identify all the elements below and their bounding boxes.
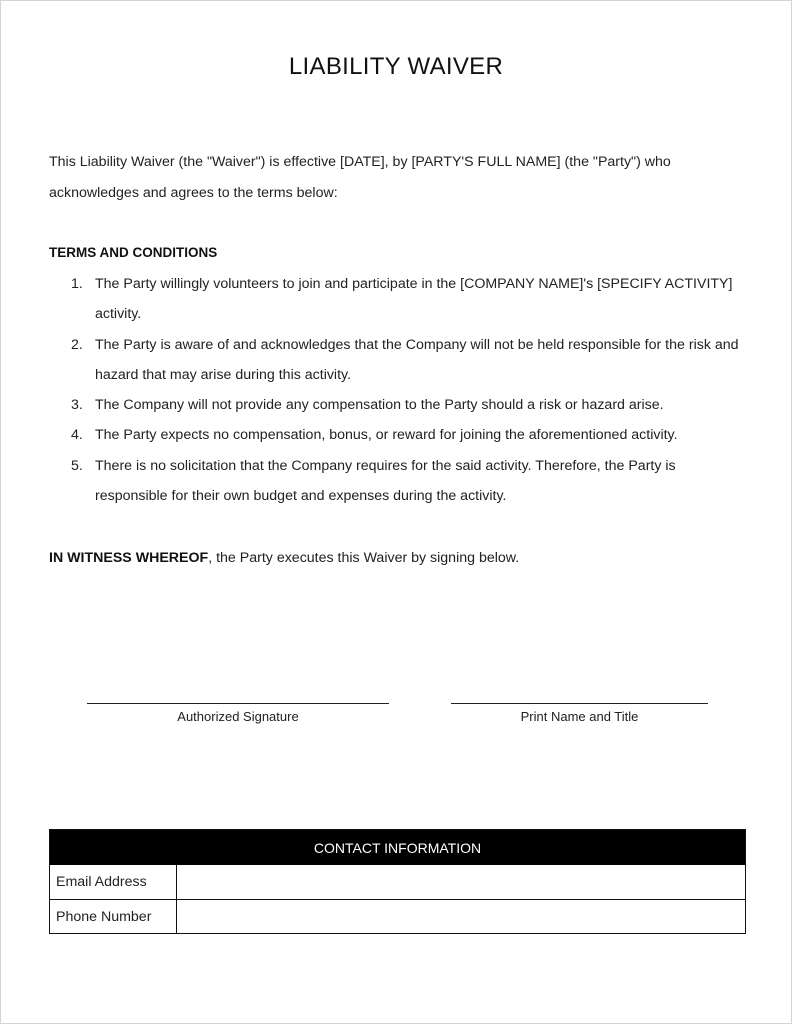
document-title: LIABILITY WAIVER <box>288 53 504 80</box>
email-field[interactable] <box>177 865 745 899</box>
term-text: The Party willingly volunteers to join and participate in the [COMPANY NAME]'s [SPECIFY ACTIVITY] activity. <box>95 276 733 323</box>
terms-heading: TERMS AND CONDITIONS <box>49 245 218 260</box>
signature-label: Authorized Signature <box>177 709 299 724</box>
name-title-label: Print Name and Title <box>520 709 639 724</box>
term-number: 5. <box>71 457 83 474</box>
witness-statement <box>49 543 749 573</box>
terms-list <box>49 269 749 511</box>
email-label: Email Address <box>50 865 177 899</box>
term-text: There is no solicitation that the Company requires for the said activity. Therefore, the Party is responsible for their own budget and expenses during the activity. <box>95 457 676 505</box>
term-item <box>49 390 749 420</box>
term-text: The Party is aware of and acknowledges that the Company will not be held responsible for the risk and hazard that may arise during this activity. <box>95 336 739 383</box>
term-number: 1. <box>71 276 83 292</box>
contact-row-phone <box>50 899 745 933</box>
term-text: The Party expects no compensation, bonus, or reward for joining the aforementioned activity. <box>95 427 678 444</box>
term-number: 4. <box>71 427 83 444</box>
signature-line[interactable] <box>87 703 389 704</box>
intro-paragraph: This Liability Waiver (the "Waiver") is effective [DATE], by [PARTY'S FULL NAME] (the "Party") who acknowledges and agrees to the terms below: <box>49 154 671 201</box>
term-text: The Company will not provide any compensation to the Party should a risk or hazard arise. <box>95 397 664 414</box>
term-item <box>49 269 749 330</box>
witness-bold: IN WITNESS WHEREOF <box>49 550 209 566</box>
contact-header: CONTACT INFORMATION <box>50 830 745 865</box>
term-item <box>49 330 749 391</box>
term-number: 3. <box>71 397 83 414</box>
name-title-line[interactable] <box>451 703 708 704</box>
contact-row-email <box>50 865 745 899</box>
witness-text: , the Party executes this Waiver by signing below. <box>208 550 520 566</box>
term-item <box>49 451 749 512</box>
phone-field[interactable] <box>177 900 745 933</box>
contact-table <box>49 829 746 934</box>
term-number: 2. <box>71 336 83 353</box>
term-item <box>49 420 749 450</box>
phone-label: Phone Number <box>50 900 177 933</box>
